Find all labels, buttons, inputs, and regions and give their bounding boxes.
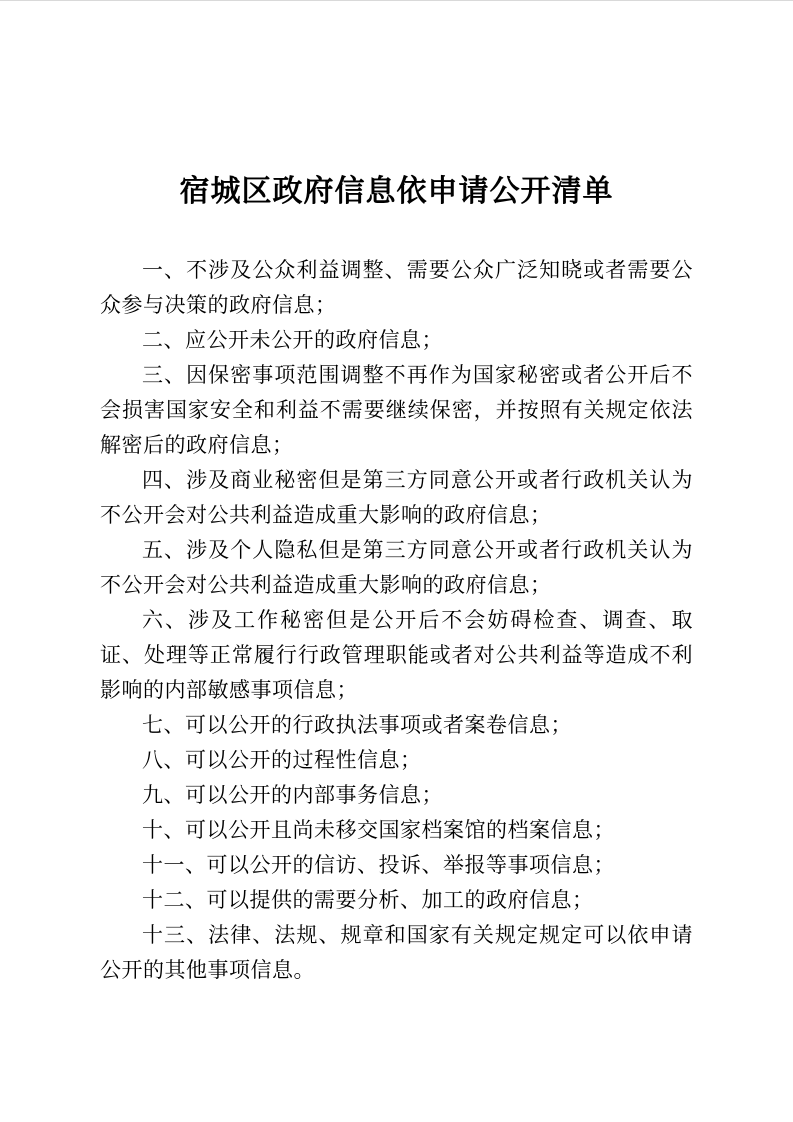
- list-item: 四、涉及商业秘密但是第三方同意公开或者行政机关认为不公开会对公共利益造成重大影响的政府信息；: [100, 468, 693, 527]
- list-item: 十二、可以提供的需要分析、加工的政府信息；: [142, 888, 594, 912]
- list-item: 七、可以公开的行政执法事项或者案卷信息；: [142, 713, 572, 737]
- list-item: 六、涉及工作秘密但是公开后不会妨碍检查、调查、取证、处理等正常履行行政管理职能或者对公共利益等造成不利影响的内部敏感事项信息；: [100, 608, 693, 702]
- list-item: 三、因保密事项范围调整不再作为国家秘密或者公开后不会损害国家安全和利益不需要继续保密，并按照有关规定依法解密后的政府信息；: [100, 363, 693, 457]
- list-item: 十一、可以公开的信访、投诉、举报等事项信息；: [142, 853, 615, 877]
- list-item: 二、应公开未公开的政府信息；: [142, 328, 443, 352]
- list-item: 五、涉及个人隐私但是第三方同意公开或者行政机关认为不公开会对公共利益造成重大影响的政府信息；: [100, 538, 693, 597]
- list-item: 一、不涉及公众利益调整、需要公众广泛知晓或者需要公众参与决策的政府信息；: [100, 258, 693, 317]
- list-item: 八、可以公开的过程性信息；: [142, 748, 422, 772]
- list-item: 九、可以公开的内部事务信息；: [142, 783, 443, 807]
- list-item: 十三、法律、法规、规章和国家有关规定规定可以依申请公开的其他事项信息。: [100, 923, 693, 982]
- document-body: [100, 253, 693, 988]
- list-item: 十、可以公开且尚未移交国家档案馆的档案信息；: [142, 818, 615, 842]
- page-title: 宿城区政府信息依申请公开清单: [179, 175, 614, 208]
- document-content: [100, 1, 693, 988]
